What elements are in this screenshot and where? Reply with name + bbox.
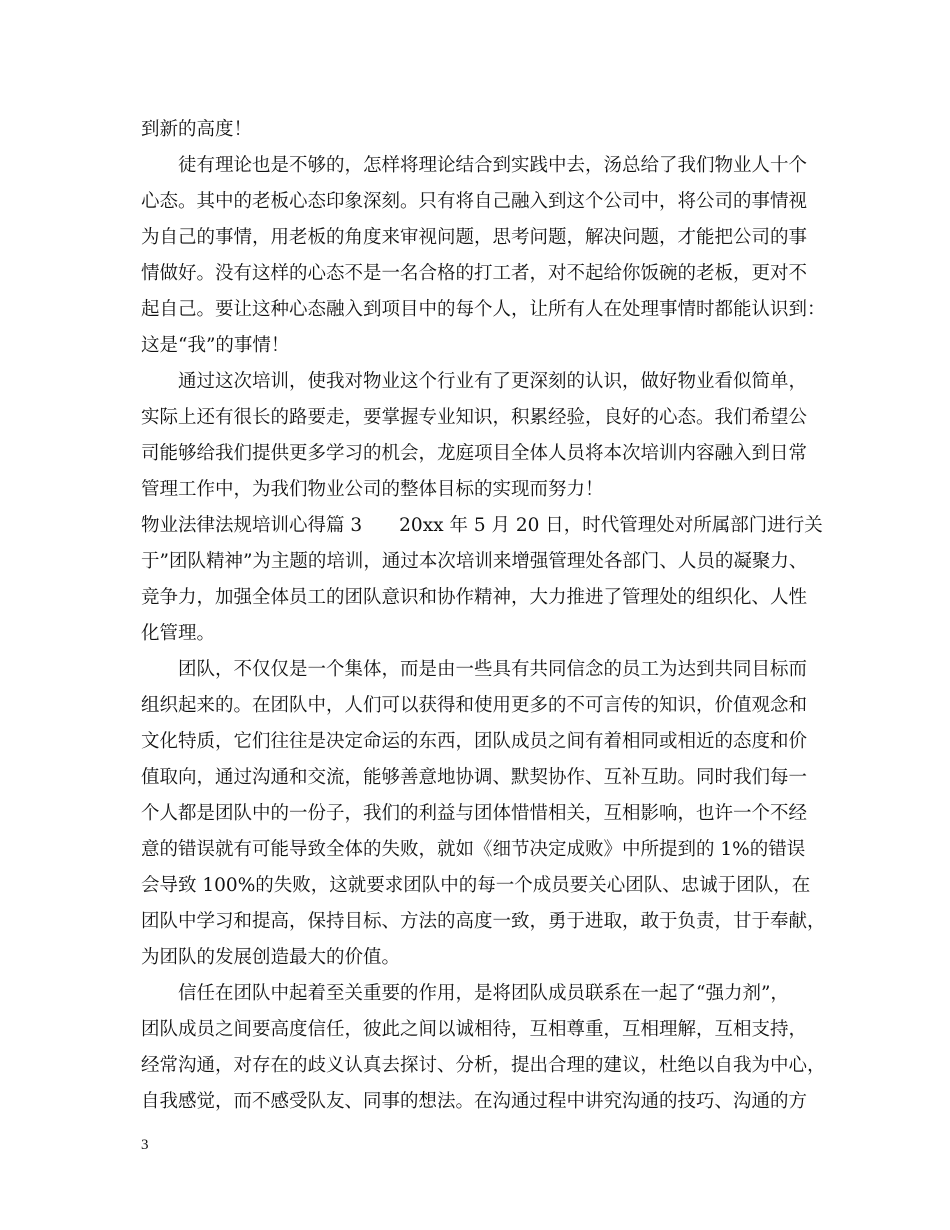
text-line: 团队中学习和提高，保持目标、方法的高度一致，勇于进取，敢于负责，甘于奉献， <box>141 911 826 932</box>
text-line: 于”团队精神”为主题的培训，通过本次培训来增强管理处各部门、人员的凝聚力、 <box>141 551 808 572</box>
text-line: 个人都是团队中的一份子，我们的利益与团体惜惜相关，互相影响，也许一个不经 <box>141 803 808 824</box>
text-line: 管理工作中，为我们物业公司的整体目标的实现而努力！ <box>141 479 604 500</box>
text-line: 团队，不仅仅是一个集体，而是由一些具有共同信念的员工为达到共同目标而 <box>178 659 808 680</box>
text-line: 自我感觉，而不感受队友、同事的想法。在沟通过程中讲究沟通的技巧、沟通的方 <box>141 1091 808 1112</box>
text-line: 通过这次培训，使我对物业这个行业有了更深刻的认识，做好物业看似简单， <box>178 371 808 392</box>
text-line: 意的错误就有可能导致全体的失败，就如《细节决定成败》中所提到的 1%的错误 <box>141 839 806 860</box>
text-line: 起自己。要让这种心态融入到项目中的每个人，让所有人在处理事情时都能认识到： <box>141 299 826 320</box>
text-line: 会导致 100%的失败，这就要求团队中的每一个成员要关心团队、忠诚于团队，在 <box>141 875 811 896</box>
text-line: 这是“我”的事情！ <box>141 335 290 356</box>
text-line: 值取向，通过沟通和交流，能够善意地协调、默契协作、互补互助。同时我们每一 <box>141 767 808 788</box>
text-line: 组织起来的。在团队中，人们可以获得和使用更多的不可言传的知识，价值观念和 <box>141 695 808 716</box>
text-line: 文化特质，它们往往是决定命运的东西，团队成员之间有着相同或相近的态度和价 <box>141 731 808 752</box>
text-line: 实际上还有很长的路要走，要掌握专业知识，积累经验，良好的心态。我们希望公 <box>141 407 808 428</box>
text-line: 司能够给我们提供更多学习的机会，龙庭项目全体人员将本次培训内容融入到日常 <box>141 443 808 464</box>
text-line: 徒有理论也是不够的，怎样将理论结合到实践中去，汤总给了我们物业人十个 <box>178 155 808 176</box>
section-heading-line: 物业法律法规培训心得篇 3 20xx 年 5 月 20 日，时代管理处对所属部门进行关 <box>141 515 823 536</box>
text-line: 团队成员之间要高度信任，彼此之间以诚相待，互相尊重，互相理解，互相支持， <box>141 1019 808 1040</box>
text-line: 情做好。没有这样的心态不是一名合格的打工者，对不起给你饭碗的老板，更对不 <box>141 263 808 284</box>
page-number: 3 <box>141 1137 149 1153</box>
text-line: 化管理。 <box>141 623 216 644</box>
text-line: 竞争力，加强全体员工的团队意识和协作精神，大力推进了管理处的组织化、人性 <box>141 587 808 608</box>
text-line: 为团队的发展创造最大的价值。 <box>141 947 401 968</box>
text-line: 心态。其中的老板心态印象深刻。只有将自己融入到这个公司中，将公司的事情视 <box>141 191 808 212</box>
text-line: 经常沟通，对存在的歧义认真去探讨、分析，提出合理的建议，杜绝以自我为中心， <box>141 1055 826 1076</box>
text-line: 信任在团队中起着至关重要的作用，是将团队成员联系在一起了“强力剂”， <box>178 983 789 1004</box>
text-line: 为自己的事情，用老板的角度来审视问题，思考问题，解决问题，才能把公司的事 <box>141 227 808 248</box>
text-line: 到新的高度！ <box>141 119 253 140</box>
